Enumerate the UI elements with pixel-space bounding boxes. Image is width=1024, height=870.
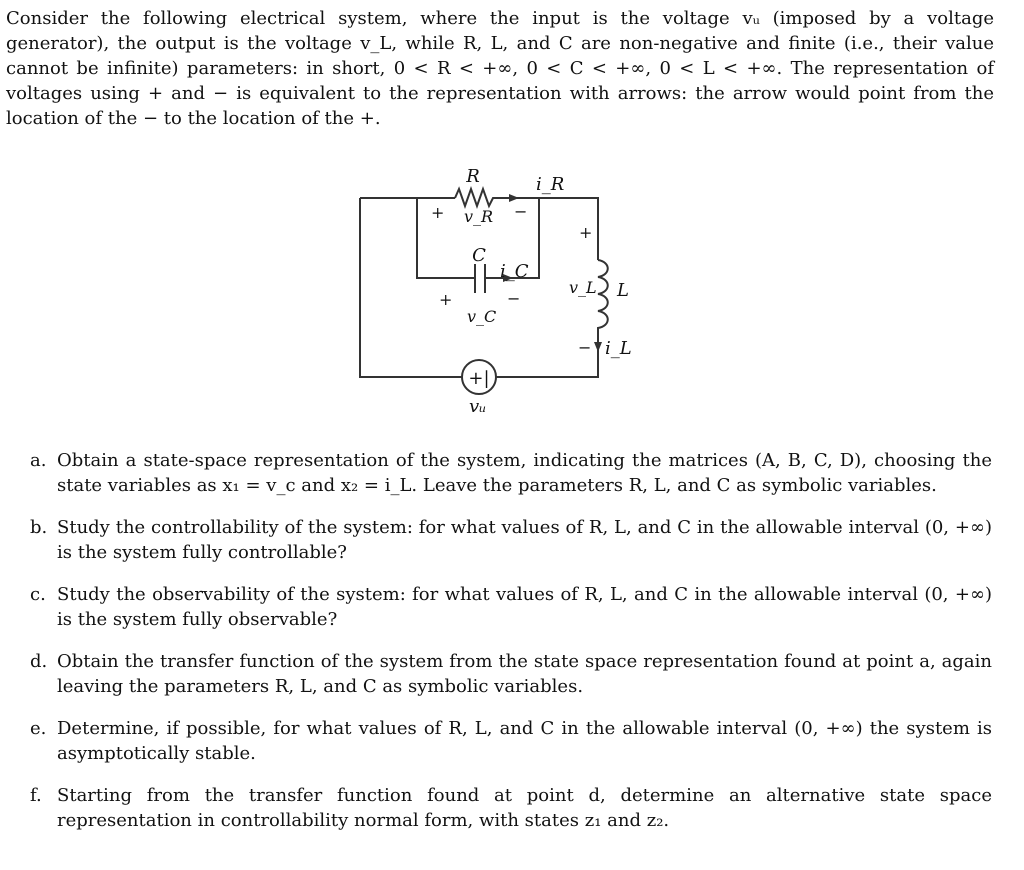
resistor-label: R — [466, 166, 480, 187]
left-wire — [360, 198, 462, 377]
question-letter: b. — [30, 517, 48, 538]
question-text: Obtain the transfer function of the system from the state space representation found at point a, again leaving the parameters R, L, and C as symbolic variables. — [57, 651, 992, 697]
question-c — [30, 582, 992, 632]
question-b — [30, 515, 992, 565]
inductor-plus-sign: + — [579, 223, 593, 242]
capacitor-voltage-label: v_C — [467, 307, 497, 326]
inductor-minus-sign: − — [578, 338, 592, 357]
inductor-current-arrow-icon — [594, 342, 602, 352]
problem-intro: Consider the following electrical system, where the input is the voltage vᵤ (imposed by a voltage generator), the output is the voltage v_L, while R, L, and C are non-negative and finite (i.e., their value cannot be infinite) parameters: in short, 0 < R < +∞, 0 < C < +∞, 0 < L < +∞. The representation of voltages using + and − is equivalent to the representation with arrows: the arrow would point from the location of the − to the location of the +. — [6, 8, 994, 129]
resistor-plus-sign: + — [431, 203, 445, 222]
question-a — [30, 448, 992, 498]
capacitor-minus-sign: − — [507, 289, 521, 308]
question-text: Study the observability of the system: for what values of R, L, and C in the allowable interval (0, +∞) is the system fully observable? — [57, 584, 992, 630]
resistor-voltage-label: v_R — [464, 207, 494, 226]
question-text: Starting from the transfer function found at point d, determine an alternative state space representation in controllability normal form, with states z₁ and z₂. — [57, 785, 992, 831]
inductor-label: L — [617, 280, 629, 301]
resistor-current-label: i_R — [536, 174, 565, 195]
question-list — [30, 448, 992, 850]
capacitor-plus-sign: + — [439, 290, 453, 309]
circuit-diagram — [355, 160, 635, 422]
inductor-voltage-label: v_L — [569, 278, 597, 297]
question-letter: d. — [30, 651, 48, 672]
resistor-current-arrow-icon — [509, 194, 519, 202]
capacitor-label: C — [472, 245, 486, 266]
inductor-symbol — [598, 260, 608, 345]
question-letter: e. — [30, 718, 47, 739]
voltage-source-symbol: +| — [468, 368, 490, 389]
question-e — [30, 716, 992, 766]
resistor-minus-sign: − — [514, 202, 528, 221]
question-text: Determine, if possible, for what values of R, L, and C in the allowable interval (0, +∞) the system is asymptotically stable. — [57, 718, 992, 764]
question-letter: f. — [30, 785, 42, 806]
source-voltage-label: vᵤ — [469, 396, 487, 417]
question-f — [30, 783, 992, 833]
question-d — [30, 649, 992, 699]
question-letter: c. — [30, 584, 46, 605]
capacitor-current-label: i_C — [500, 261, 529, 282]
inductor-current-label: i_L — [605, 338, 632, 359]
question-text: Study the controllability of the system: for what values of R, L, and C in the allowable interval (0, +∞) is the system fully controllable? — [57, 517, 992, 563]
question-letter: a. — [30, 450, 47, 471]
question-text: Obtain a state-space representation of the system, indicating the matrices (A, B, C, D), choosing the state variables as x₁ = v_c and x₂ = i_L. Leave the parameters R, L, and C as symbolic variables. — [57, 450, 992, 496]
